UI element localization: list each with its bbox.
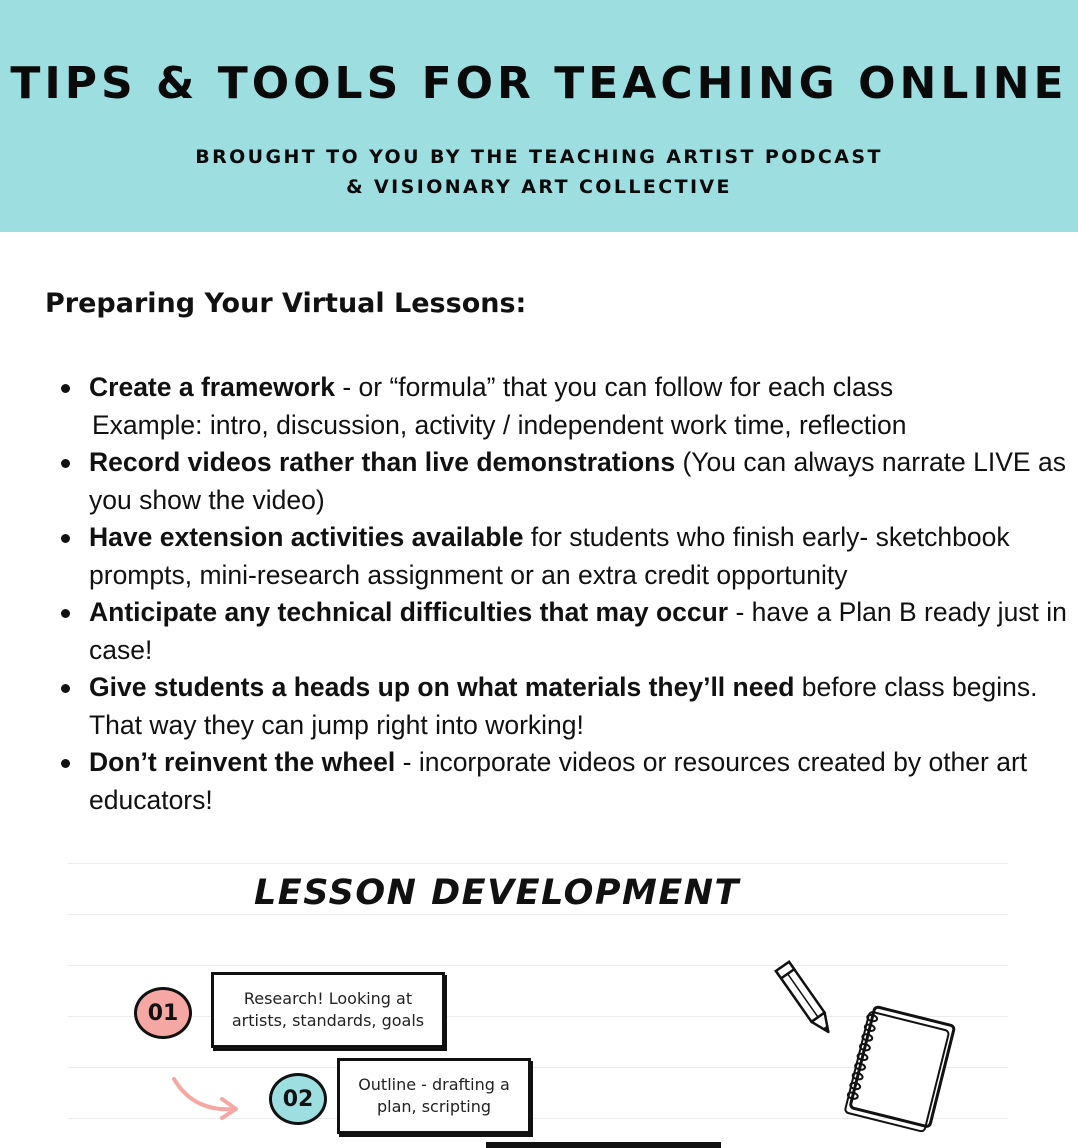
step-number-circle: 01 (134, 987, 192, 1039)
tip-bold: Anticipate any technical difficulties that may occur (89, 597, 729, 627)
tip-item (58, 369, 1068, 444)
step-box (337, 1058, 531, 1134)
tip-text: (You can always narrate LIVE as you show the video) (89, 447, 1066, 515)
pencil-icon (771, 955, 841, 1045)
tip-text: - or “formula” that you can follow for each class (334, 372, 894, 402)
tips-list (58, 369, 1068, 819)
notebook-rule (68, 965, 1008, 966)
section-heading: Preparing Your Virtual Lessons: (45, 288, 527, 319)
arrow-icon (170, 1073, 242, 1123)
step-text-line: Outline - drafting a (358, 1075, 510, 1094)
tip-text: for students who finish early- sketchbook prompts, mini-research assignment or an extra credit opportunity (89, 522, 1010, 590)
tip-bold: Record videos rather than live demonstrations (89, 447, 676, 477)
tip-text: before class begins. That way they can jump right into working! (89, 672, 1038, 740)
tip-item (58, 594, 1068, 669)
tip-item (58, 444, 1068, 519)
notebook-icon (843, 1003, 963, 1133)
lesson-development-graphic (68, 855, 1008, 1148)
notebook-rule (68, 914, 1008, 915)
step-text-line: Research! Looking at (243, 989, 413, 1008)
tip-item (58, 744, 1068, 819)
tip-bold: Don’t reinvent the wheel (89, 747, 396, 777)
step-box (211, 972, 445, 1048)
notebook-rule (68, 863, 1008, 864)
step-text-line: plan, scripting (376, 1097, 492, 1116)
page-subtitle (0, 142, 1078, 202)
tip-text: - incorporate videos or resources created by other art educators! (89, 747, 1028, 815)
tip-item (58, 669, 1068, 744)
subtitle-line-2: & VISIONARY ART COLLECTIVE (346, 176, 732, 198)
tip-bold: Create a framework (89, 372, 335, 402)
page-title: TIPS & TOOLS FOR TEACHING ONLINE (10, 58, 1068, 109)
tip-text: - have a Plan B ready just in case! (89, 597, 1067, 665)
header-banner (0, 0, 1078, 232)
subtitle-line-1: BROUGHT TO YOU BY THE TEACHING ARTIST PODCAST (195, 146, 883, 168)
tip-example: Example: intro, discussion, activity / independent work time, reflection (92, 409, 907, 440)
step-number-circle: 02 (269, 1073, 327, 1125)
step-box-edge (486, 1142, 721, 1148)
tip-item (58, 519, 1068, 594)
lesson-title: LESSON DEVELOPMENT (254, 873, 740, 913)
tip-bold: Have extension activities available (89, 522, 524, 552)
tip-bold: Give students a heads up on what materials they’ll need (89, 672, 795, 702)
step-text-line: artists, standards, goals (231, 1011, 425, 1030)
